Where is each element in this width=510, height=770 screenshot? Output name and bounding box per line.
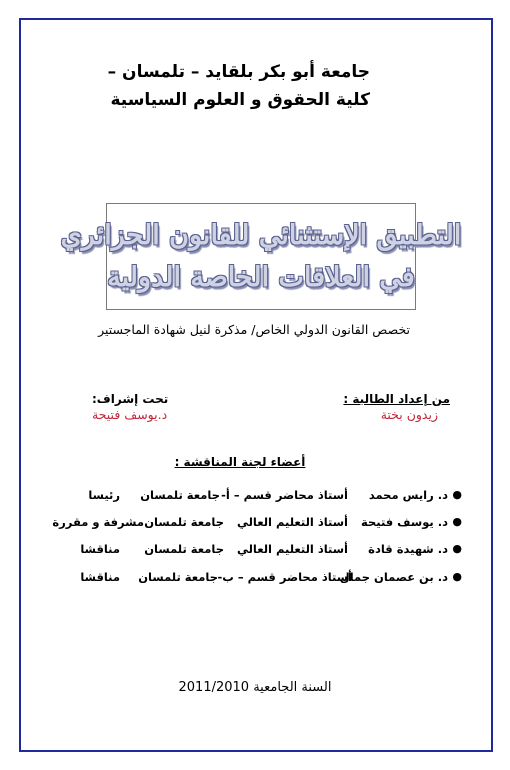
committee-member-row [52,515,462,535]
member-role: مناقشا [80,570,120,584]
member-name: د. شهيدة قادة [368,542,448,556]
bullet-icon: ● [452,542,462,555]
thesis-subtitle: تخصص القانون الدولي الخاص/ مذكرة لنيل شهادة الماجستير [98,322,410,337]
committee-member-row [62,570,460,590]
committee-member-row [62,488,460,508]
student-name: زيدون بختة [380,407,438,422]
university-name: جامعة أبو بكر بلقايد – تلمسان – [107,62,370,82]
member-university: جامعة تلمسان [144,515,224,529]
member-rank: أستاذ التعليم العالي [236,542,348,556]
member-name: د. يوسف فتيحة [361,515,448,529]
member-role: مشرفة و مقررة [52,515,144,529]
thesis-title-box [60,203,462,310]
student-label: من إعداد الطالبة : [343,392,450,406]
bullet-icon: ● [452,488,462,501]
supervisor-label: تحت إشراف: [92,392,169,406]
committee-member-row [62,542,460,562]
member-university: جامعة تلمسان [140,488,220,502]
member-rank: أستاذ التعليم العالي [236,515,348,529]
member-name: د. رايس محمد [368,488,448,502]
member-university: جامعة تلمسان [144,542,224,556]
member-role: مناقشا [80,542,120,556]
committee-title: أعضاء لجنة المناقشة : [174,455,306,469]
academic-year: السنة الجامعية 2011/2010 [178,680,332,695]
member-university: جامعة تلمسان [138,570,218,584]
member-rank: أستاذ محاضر قسم – ب- [217,570,352,584]
page-border [19,18,493,752]
thesis-title-line-2: في العلاقات الخاصة الدولية [107,261,415,293]
bullet-icon: ● [452,515,462,528]
bullet-icon: ● [452,570,462,583]
member-role: رئيسا [88,488,120,502]
thesis-title-line-1: التطبيق الإستثنائي للقانون الجزائري [60,219,462,251]
faculty-name: كلية الحقوق و العلوم السياسية [110,90,370,110]
member-name: د. بن عصمان جمال [339,570,448,584]
supervisor-name: د.يوسف فتيحة [92,407,168,422]
member-rank: أستاذ محاضر قسم – أ- [221,488,348,502]
